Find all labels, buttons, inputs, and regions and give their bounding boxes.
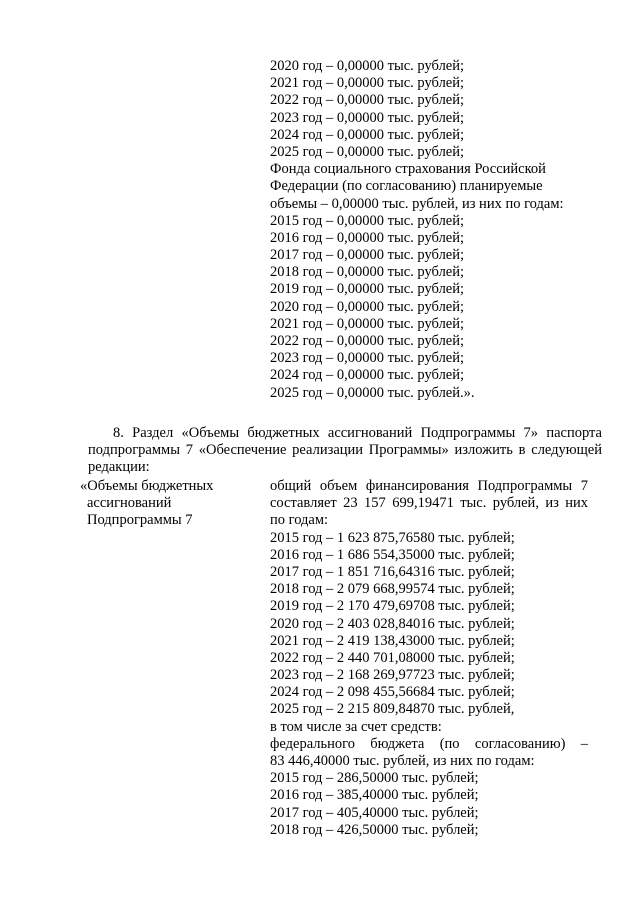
text-line: 2021 год – 0,00000 тыс. рублей; [270,75,465,92]
label-line: Подпрограммы 7 [87,512,193,529]
text-line: 2021 год – 2 419 138,43000 тыс. рублей; [270,632,515,649]
text-line: 2021 год – 0,00000 тыс. рублей; [270,315,465,332]
text-line: 2015 год – 286,50000 тыс. рублей; [270,770,479,787]
text-line: 2018 год – 0,00000 тыс. рублей; [270,264,465,281]
text-line: 2024 год – 0,00000 тыс. рублей; [270,126,465,143]
text-line: 2024 год – 0,00000 тыс. рублей; [270,367,465,384]
funding-continuation-block [270,58,600,402]
text-line: 2017 год – 1 851 716,64316 тыс. рублей; [270,563,515,580]
text-line: 2025 год – 2 215 809,84870 тыс. рублей, [270,701,515,718]
text-line: 2018 год – 2 079 668,99574 тыс. рублей; [270,581,515,598]
text-line: 2017 год – 0,00000 тыс. рублей; [270,247,465,264]
text-line: 2020 год – 0,00000 тыс. рублей; [270,298,465,315]
text-line: 2017 год – 405,40000 тыс. рублей; [270,804,479,821]
text-line: составляет 23 157 699,19471 тыс. рублей, из них [270,495,588,512]
text-line: 2023 год – 2 168 269,97723 тыс. рублей; [270,667,515,684]
paragraph-line: 8. Раздел «Объемы бюджетных ассигнований Подпрограммы 7» паспорта [113,425,602,441]
text-line: 2019 год – 2 170 479,69708 тыс. рублей; [270,598,515,615]
text-line: 2016 год – 0,00000 тыс. рублей; [270,229,465,246]
text-line: Фонда социального страхования Российской [270,161,546,178]
paragraph-line: редакции: [88,459,150,476]
text-line: 2016 год – 385,40000 тыс. рублей; [270,787,479,804]
text-line: 2015 год – 0,00000 тыс. рублей; [270,212,465,229]
section-8-paragraph [88,425,602,477]
text-line: 2020 год – 2 403 028,84016 тыс. рублей; [270,615,515,632]
text-line: общий объем финансирования Подпрограммы 7 [270,478,588,494]
table-left-cell [80,478,250,530]
label-line: «Объемы бюджетных [80,478,214,494]
table-right-cell [270,478,588,839]
text-line: 2024 год – 2 098 455,56684 тыс. рублей; [270,684,515,701]
text-line: 2018 год – 426,50000 тыс. рублей; [270,821,479,838]
text-line: 2020 год – 0,00000 тыс. рублей; [270,58,465,74]
text-line: объемы – 0,00000 тыс. рублей, из них по годам: [270,195,564,212]
text-line: 2023 год – 0,00000 тыс. рублей; [270,350,465,367]
text-line: 2015 год – 1 623 875,76580 тыс. рублей; [270,529,515,546]
text-line: федерального бюджета (по согласованию) – [270,735,588,752]
text-line: 2016 год – 1 686 554,35000 тыс. рублей; [270,546,515,563]
text-line: 2022 год – 0,00000 тыс. рублей; [270,333,465,349]
text-line: 2019 год – 0,00000 тыс. рублей; [270,281,465,298]
label-line: ассигнований [87,495,172,512]
text-line: по годам: [270,512,329,529]
text-line: в том числе за счет средств: [270,718,442,735]
text-line: 2023 год – 0,00000 тыс. рублей; [270,109,465,126]
text-line: 2022 год – 0,00000 тыс. рублей; [270,92,465,109]
text-line: Федерации (по согласованию) планируемые [270,178,543,195]
text-line: 2022 год – 2 440 701,08000 тыс. рублей; [270,649,515,666]
text-line: 83 446,40000 тыс. рублей, из них по годам: [270,753,535,769]
paragraph-line: подпрограммы 7 «Обеспечение реализации Программы» изложить в следующей [88,442,602,459]
text-line: 2025 год – 0,00000 тыс. рублей; [270,143,465,160]
text-line: 2025 год – 0,00000 тыс. рублей.». [270,384,475,401]
